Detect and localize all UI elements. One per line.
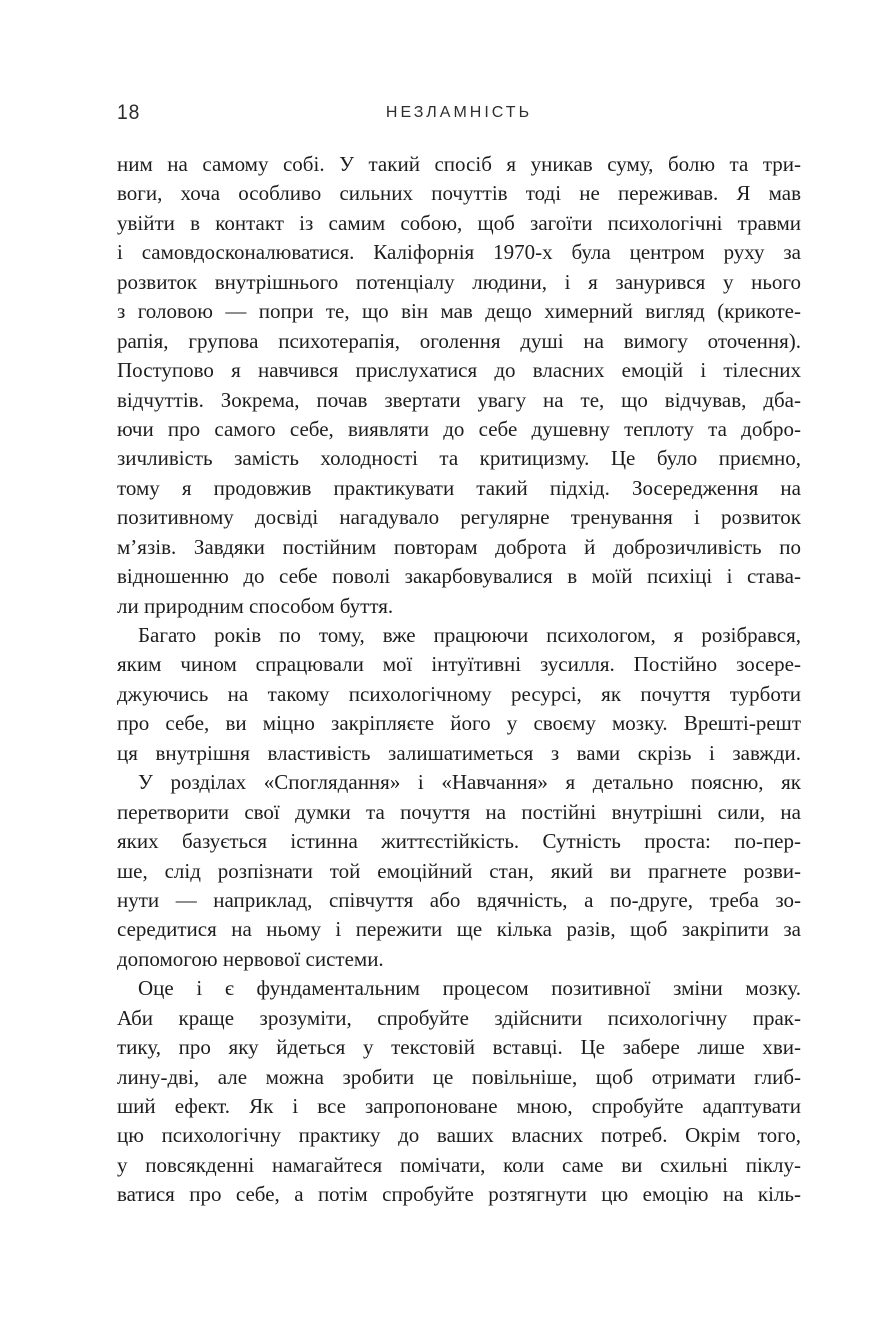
text-line: Оце і є фундаментальним процесом позитивної зміни мозку. xyxy=(138,976,801,1001)
paragraph xyxy=(117,150,801,621)
text-line: У розділах «Споглядання» і «Навчання» я детально поясню, як xyxy=(138,770,801,795)
text-line: Багато років по тому, вже працюючи психологом, я розібрався, xyxy=(138,623,801,647)
text-line: і самовдосконалюватися. Каліфорнія 1970-х була центром руху за xyxy=(117,240,801,265)
text-line: середитися на ньому і пережити ще кілька разів, щоб закріпити за xyxy=(117,917,801,942)
page-header xyxy=(117,101,801,127)
text-line: тому я продовжив практикувати такий підхід. Зосередження на xyxy=(117,475,801,500)
text-line: лину-дві, але можна зробити це повільніше, щоб отримати глиб- xyxy=(117,1064,801,1089)
text-line: цю психологічну практику до ваших власних потреб. Окрім того, xyxy=(117,1123,801,1148)
text-line: рапія, групова психотерапія, оголення душі на вимогу оточення). xyxy=(117,328,801,353)
text-line: у повсякденні намагайтеся помічати, коли саме ви схильні піклу- xyxy=(117,1152,801,1177)
text-line: джуючись на такому психологічному ресурсі, як почуття турботи xyxy=(117,681,801,706)
text-line: зичливість замість холодності та критицизму. Це було приємно, xyxy=(117,446,801,471)
text-line: про себе, ви міцно закріпляєте його у своєму мозку. Врешті-решт xyxy=(117,711,801,736)
text-line: допомогою нервової системи. xyxy=(117,946,384,971)
text-line: Аби краще зрозуміти, спробуйте здійснити психологічну прак- xyxy=(117,1005,801,1030)
page-number: 18 xyxy=(117,101,141,124)
text-line: перетворити свої думки та почуття на постійні внутрішні сили, на xyxy=(117,799,801,824)
text-line: ли природним способом буття. xyxy=(117,593,394,618)
text-line: позитивному досвіді нагадувало регулярне тренування і розвиток xyxy=(117,505,801,530)
text-line: з головою — попри те, що він мав дещо химерний вигляд (крикоте- xyxy=(117,299,801,324)
text-line: ватися про себе, а потім спробуйте розтягнути цю емоцію на кіль- xyxy=(117,1182,801,1207)
paragraph xyxy=(117,768,801,974)
text-line: яким чином спрацювали мої інтуїтивні зусилля. Постійно зосере- xyxy=(117,652,801,677)
text-line: ця внутрішня властивість залишатиметься з вами скрізь і завжди. xyxy=(117,740,801,765)
text-line: ним на самому собі. У такий спосіб я уникав суму, болю та три- xyxy=(117,152,801,176)
text-line: ше, слід розпізнати той емоційний стан, який ви прагнете розви- xyxy=(117,858,801,883)
text-line: м’язів. Завдяки постійним повторам доброта й доброзичливість по xyxy=(117,534,801,559)
text-line: воги, хоча особливо сильних почуттів тоді не переживав. Я мав xyxy=(117,181,801,206)
body-text xyxy=(117,150,801,1210)
text-line: нути — наприклад, співчуття або вдячність, а по-друге, треба зо- xyxy=(117,887,801,912)
text-line: увійти в контакт із самим собою, щоб загоїти психологічні травми xyxy=(117,210,801,235)
text-line: тику, про яку йдеться у текстовій вставці. Це забере лише хви- xyxy=(117,1035,801,1060)
paragraph xyxy=(117,974,801,1210)
paragraph xyxy=(117,621,801,768)
text-line: відношенню до себе поволі закарбовувалися в моїй психіці і става- xyxy=(117,564,801,589)
text-line: Поступово я навчився прислухатися до власних емоцій і тілесних xyxy=(117,358,801,383)
text-line: ючи про самого себе, виявляти до себе душевну теплоту та добро- xyxy=(117,416,801,441)
text-line: розвиток внутрішнього потенціалу людини, і я занурився у нього xyxy=(117,269,801,294)
text-line: відчуттів. Зокрема, почав звертати увагу на те, що відчував, дба- xyxy=(117,387,801,412)
running-title: НЕЗЛАМНІСТЬ xyxy=(385,104,533,121)
text-line: ший ефект. Як і все запропоноване мною, спробуйте адаптувати xyxy=(117,1094,801,1118)
text-line: яких базується істинна життєстійкість. Сутність проста: по-пер- xyxy=(117,829,801,854)
